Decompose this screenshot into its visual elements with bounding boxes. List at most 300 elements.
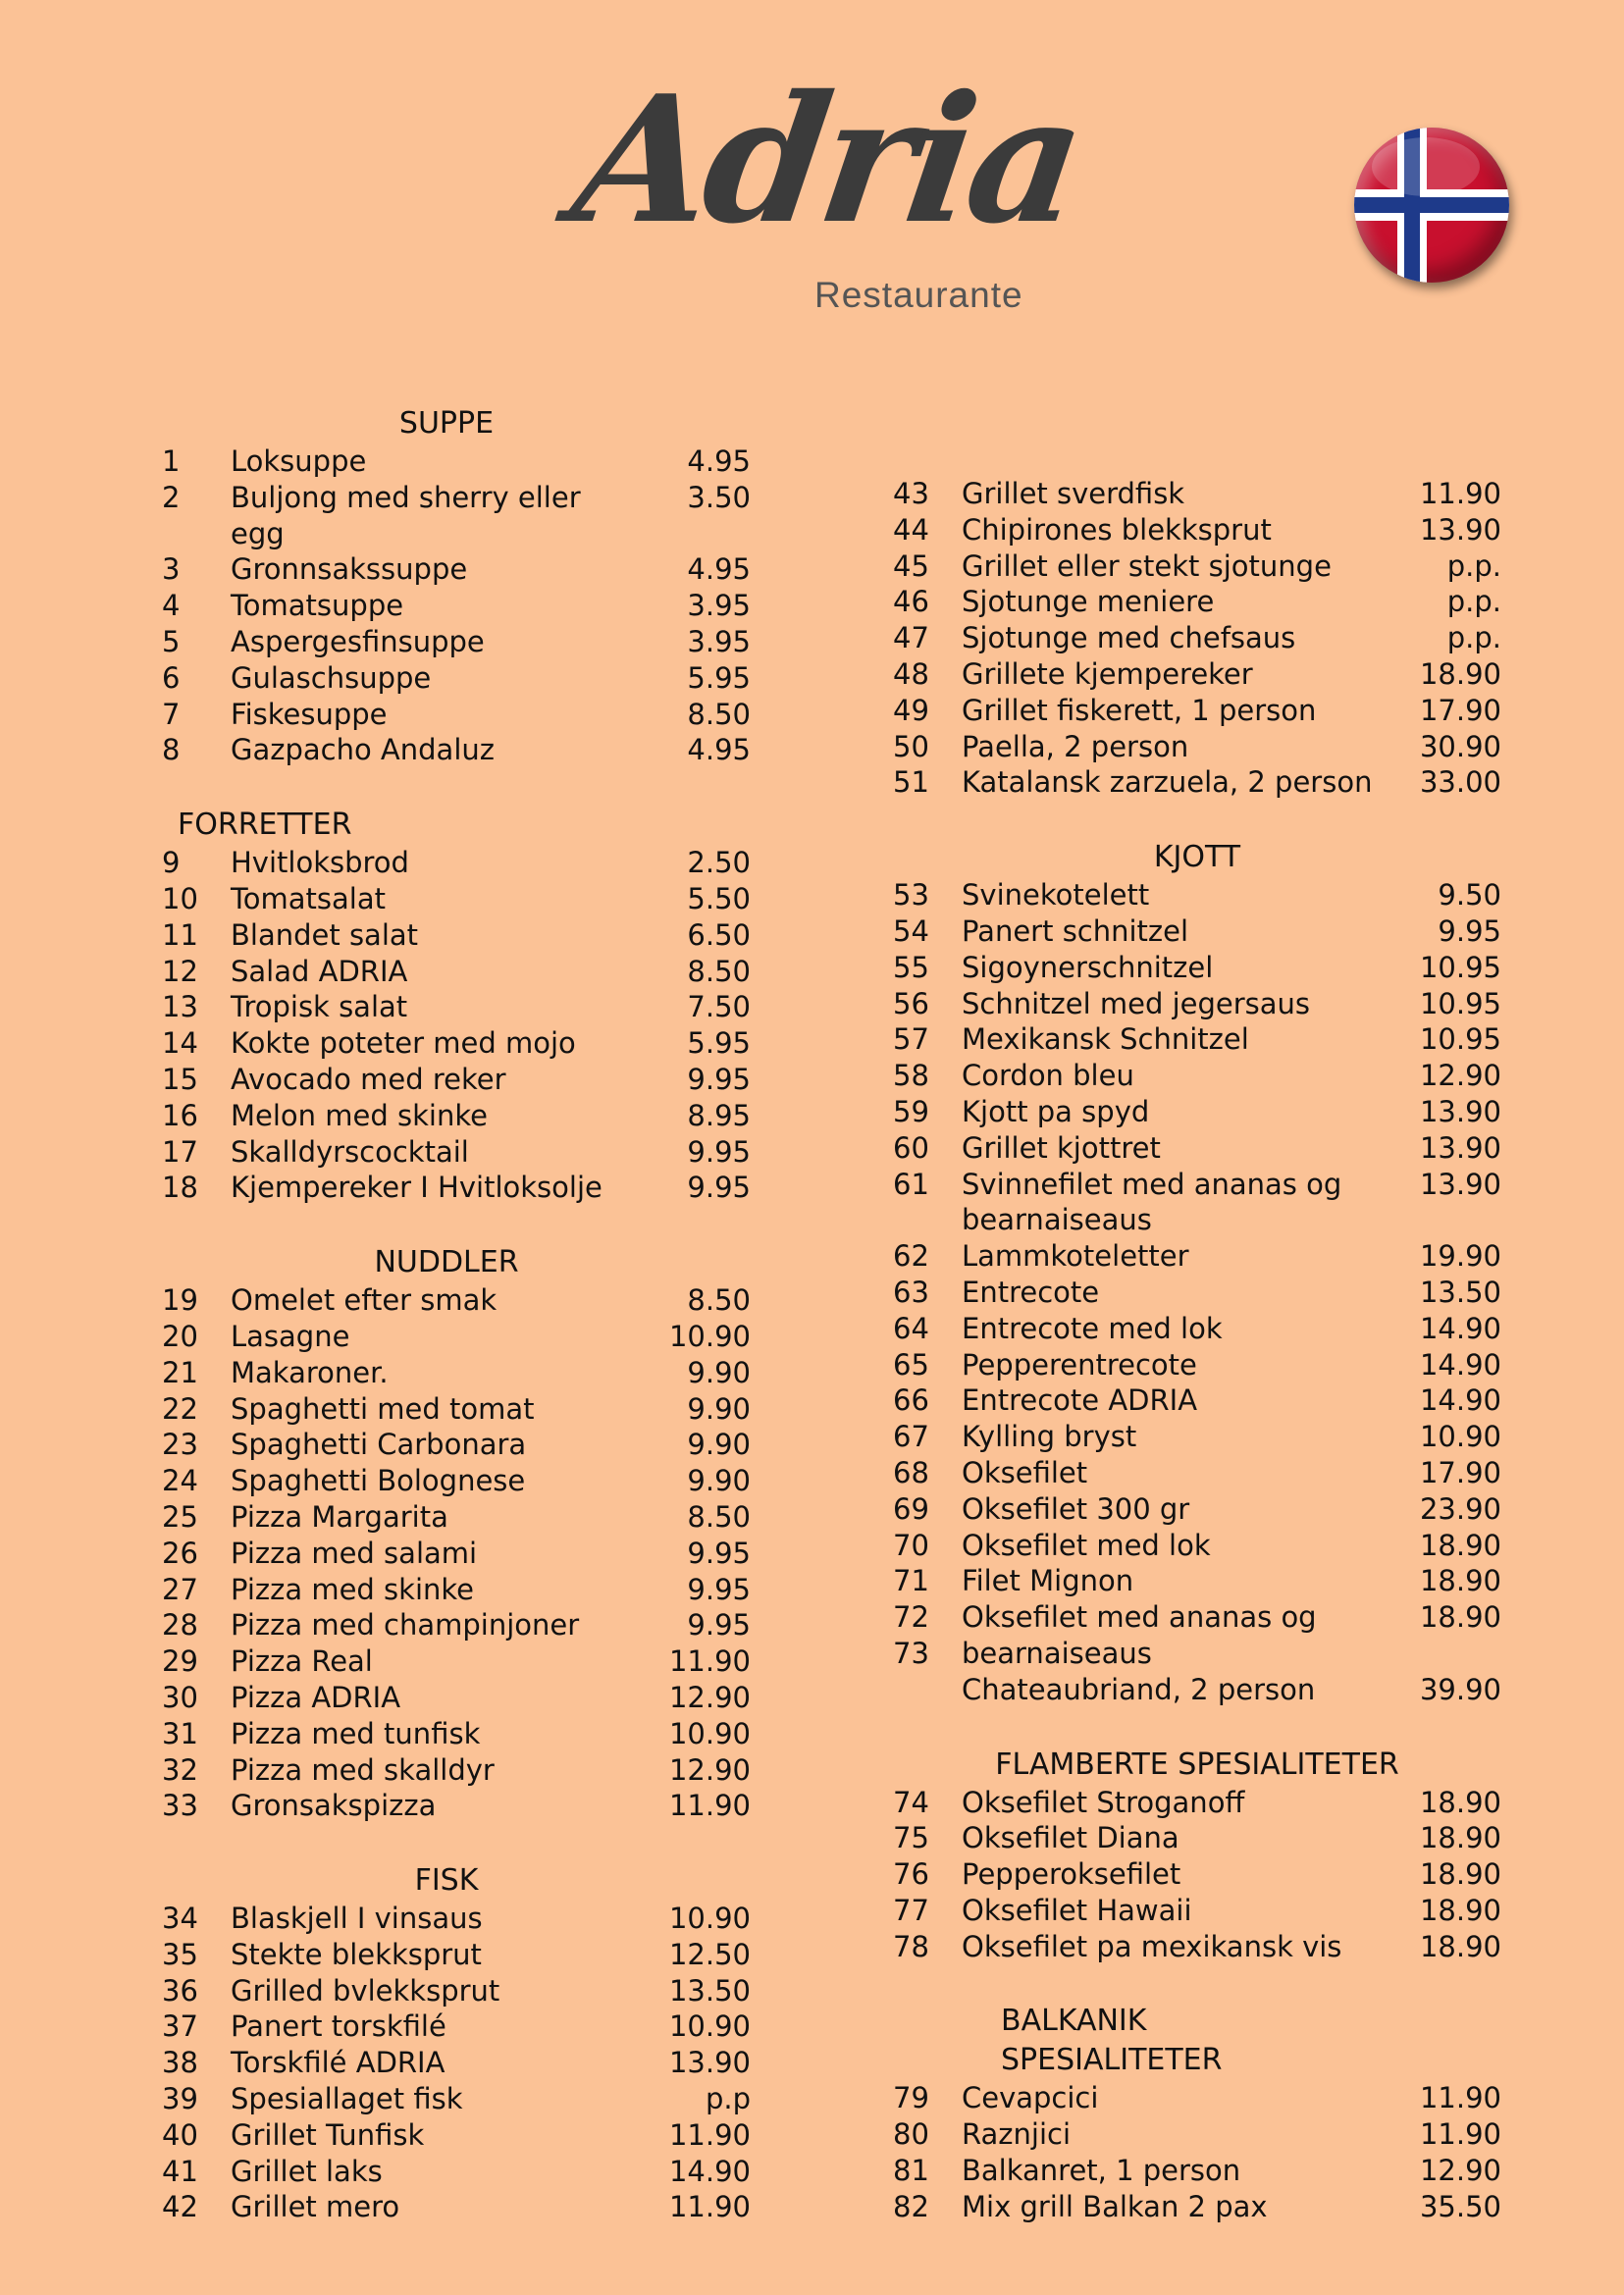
menu-section [162, 806, 751, 1206]
item-name: Paella, 2 person [962, 729, 1189, 763]
item-name: Grillet sverdfisk [962, 477, 1185, 510]
menu-item [893, 693, 1501, 729]
item-price: 9.95 [687, 1171, 751, 1205]
item-price: 13.90 [1419, 512, 1501, 547]
menu-item [162, 551, 751, 588]
item-number: 58 [893, 1059, 929, 1093]
item-number: 63 [893, 1275, 929, 1309]
item-number: 37 [162, 2009, 198, 2044]
item-number: 47 [893, 621, 929, 655]
item-price: 11.90 [1419, 477, 1501, 510]
menu-item [162, 989, 751, 1025]
item-name: Pizza med champinjoner [231, 1608, 580, 1643]
item-number: 45 [893, 548, 929, 583]
item-price: 10.90 [1419, 1420, 1501, 1454]
item-name: Spaghetti Bolognese [231, 1464, 526, 1498]
item-name: Panert torskfilé [231, 2009, 446, 2044]
item-name: Gulaschsuppe [231, 660, 432, 695]
item-price: p.p. [1446, 621, 1501, 655]
item-number: 5 [162, 624, 181, 658]
item-number: 55 [893, 950, 929, 984]
item-price: 12.90 [1419, 2154, 1501, 2188]
item-number: 25 [162, 1499, 198, 1534]
item-name: Sjotunge meniere [962, 585, 1215, 619]
section-title: SUPPE [398, 406, 495, 441]
menu-item [162, 881, 751, 917]
item-name: Gronnsakssuppe [231, 552, 468, 587]
menu-item [162, 2154, 751, 2190]
item-number: 24 [162, 1464, 198, 1498]
item-price: 10.95 [1419, 1022, 1501, 1057]
menu-item [893, 2080, 1501, 2116]
item-number: 54 [893, 913, 929, 948]
item-name: Grillet eller stekt sjotunge [962, 548, 1332, 583]
item-number: 68 [893, 1455, 929, 1489]
item-price: 14.90 [668, 2154, 751, 2188]
item-name: Entrecote med lok [962, 1311, 1223, 1345]
menu-item [893, 512, 1501, 548]
menu-item [893, 950, 1501, 986]
item-number: 33 [162, 1789, 198, 1823]
item-price: p.p. [1446, 548, 1501, 583]
menu-right-column [893, 476, 1501, 2263]
menu-item [893, 1856, 1501, 1893]
item-number: 26 [162, 1536, 198, 1570]
item-price: 13.50 [1419, 1275, 1501, 1309]
item-name: Gazpacho Andaluz [231, 733, 495, 767]
item-name: Entrecote [962, 1275, 1100, 1309]
item-name: Chipirones blekksprut [962, 512, 1272, 547]
section-title: FLAMBERTE SPESIALITETER [995, 1747, 1399, 1782]
menu-item [893, 1599, 1501, 1636]
item-number: 66 [893, 1383, 929, 1418]
item-number: 15 [162, 1062, 198, 1096]
item-price: 10.95 [1419, 950, 1501, 984]
item-number: 50 [893, 729, 929, 763]
menu-item [162, 1536, 751, 1572]
item-price: 14.90 [1419, 1347, 1501, 1382]
item-number: 43 [893, 477, 929, 510]
item-name: Kokte poteter med mojo [231, 1026, 576, 1061]
item-name: Loksuppe [231, 444, 367, 478]
item-price: 17.90 [1419, 1455, 1501, 1489]
item-name: Oksefilet med lok [962, 1528, 1211, 1562]
item-price: 18.90 [1419, 656, 1501, 691]
menu-item [893, 1672, 1501, 1708]
menu-item [162, 1643, 751, 1680]
menu-item [893, 1094, 1501, 1130]
item-number: 2 [162, 480, 181, 514]
menu-item [162, 732, 751, 768]
item-price: 9.95 [687, 1572, 751, 1606]
menu-item [162, 1463, 751, 1499]
item-number: 79 [893, 2081, 929, 2115]
menu-item [893, 548, 1501, 585]
norway-flag-icon [1354, 128, 1509, 283]
item-number: 21 [162, 1355, 198, 1389]
menu-item [162, 845, 751, 881]
menu-item [162, 1901, 751, 1937]
item-number: 82 [893, 2189, 929, 2223]
item-price: 11.90 [668, 2117, 751, 2152]
item-number: 41 [162, 2154, 198, 2188]
item-name: Salad ADRIA [231, 954, 408, 988]
item-name: Stekte blekksprut [231, 1937, 482, 1971]
item-name: Katalansk zarzuela, 2 person [962, 765, 1373, 800]
item-name: Svinnefilet med ananas og bearnaiseaus [962, 1167, 1342, 1237]
menu-item [162, 1427, 751, 1463]
item-number: 78 [893, 1929, 929, 1963]
menu-item [162, 697, 751, 733]
menu-item [893, 913, 1501, 950]
menu-item [893, 476, 1501, 512]
menu-item [893, 877, 1501, 913]
item-name: Grillet laks [231, 2154, 383, 2188]
item-name: Oksefilet med ananas og [962, 1600, 1317, 1635]
item-name: Spaghetti med tomat [231, 1391, 535, 1426]
item-price: 9.90 [687, 1355, 751, 1389]
item-name: Pizza med salami [231, 1536, 478, 1570]
menu-item [893, 2116, 1501, 2153]
item-name: Mix grill Balkan 2 pax [962, 2189, 1268, 2223]
item-name: Grillet kjottret [962, 1130, 1161, 1165]
menu-section [162, 1861, 751, 2225]
item-name: Lammkoteletter [962, 1239, 1189, 1274]
item-number: 77 [893, 1893, 929, 1927]
logo-subtitle: Restaurante [814, 275, 1023, 315]
item-price: 19.90 [1419, 1239, 1501, 1274]
item-number: 7 [162, 697, 181, 731]
item-name: Pepperentrecote [962, 1347, 1197, 1382]
item-name: Grillete kjempereker [962, 656, 1253, 691]
menu-item [162, 443, 751, 480]
menu-item [162, 1025, 751, 1062]
item-number: 20 [162, 1319, 198, 1353]
section-title: FISK [414, 1863, 479, 1899]
item-number: 40 [162, 2117, 198, 2152]
menu-section [893, 2002, 1501, 2224]
item-price: 9.95 [1438, 913, 1501, 948]
item-name: Grillet mero [231, 2190, 400, 2224]
item-price: 8.50 [687, 1283, 751, 1318]
item-price: 30.90 [1419, 729, 1501, 763]
item-number: 22 [162, 1391, 198, 1426]
item-price: 13.50 [668, 1973, 751, 2008]
menu-item [162, 1355, 751, 1391]
menu-item [893, 1275, 1501, 1311]
item-name: Fiskesuppe [231, 697, 388, 731]
item-number: 51 [893, 765, 929, 800]
item-name: Pizza ADRIA [231, 1680, 401, 1714]
item-number: 16 [162, 1098, 198, 1132]
menu-item [162, 1572, 751, 1608]
item-name: Kjott pa spyd [962, 1094, 1150, 1128]
item-number: 8 [162, 733, 181, 767]
item-number: 11 [162, 917, 198, 952]
menu-section [893, 1746, 1501, 1965]
menu-item [162, 1716, 751, 1752]
item-number: 56 [893, 986, 929, 1020]
item-price: 9.90 [687, 1391, 751, 1426]
item-price: 18.90 [1419, 1857, 1501, 1892]
item-number: 80 [893, 2117, 929, 2152]
item-price: 10.95 [1419, 986, 1501, 1020]
item-number: 32 [162, 1752, 198, 1787]
item-name: Grilled bvlekksprut [231, 1973, 500, 2008]
item-name: Oksefilet Hawaii [962, 1893, 1192, 1927]
item-number: 38 [162, 2046, 198, 2080]
item-number: 10 [162, 881, 198, 915]
item-name: Pizza med skinke [231, 1572, 475, 1606]
item-name: Gronsakspizza [231, 1789, 437, 1823]
item-price: 12.90 [668, 1752, 751, 1787]
item-price: 11.90 [668, 2190, 751, 2224]
item-price: 4.95 [687, 444, 751, 478]
menu-item [162, 1282, 751, 1319]
item-price: 18.90 [1419, 1528, 1501, 1562]
item-number: 28 [162, 1608, 198, 1643]
menu-item [893, 1820, 1501, 1856]
menu-item [893, 2189, 1501, 2225]
item-name: Kylling bryst [962, 1420, 1137, 1454]
menu-item [893, 656, 1501, 693]
logo-wordmark: Adria [562, 57, 1091, 262]
menu-item [162, 1134, 751, 1171]
item-number: 9 [162, 846, 181, 880]
item-number: 17 [162, 1134, 198, 1169]
item-number: 76 [893, 1857, 929, 1892]
menu-item [162, 954, 751, 990]
item-price: 18.90 [1419, 1929, 1501, 1963]
menu-item [162, 1170, 751, 1206]
item-name: Chateaubriand, 2 person [962, 1672, 1316, 1706]
item-price: 4.95 [687, 733, 751, 767]
menu-item [893, 584, 1501, 620]
menu-item [162, 2045, 751, 2081]
item-price: 13.90 [1419, 1130, 1501, 1165]
item-name: Schnitzel med jegersaus [962, 986, 1311, 1020]
item-name: Cordon bleu [962, 1059, 1134, 1093]
menu-item [893, 764, 1501, 801]
item-price: 3.95 [687, 624, 751, 658]
item-number: 48 [893, 656, 929, 691]
item-name: Cevapcici [962, 2081, 1099, 2115]
item-number: 3 [162, 552, 181, 587]
menu-item [162, 2008, 751, 2045]
menu-item [893, 1528, 1501, 1564]
menu-section [893, 838, 1501, 1707]
menu-item [893, 1785, 1501, 1821]
item-price: 12.90 [1419, 1059, 1501, 1093]
item-price: 9.90 [687, 1464, 751, 1498]
item-name: Blandet salat [231, 917, 419, 952]
section-title: BALKANIK SPESIALITETER [1001, 2004, 1223, 2078]
item-name: Kjempereker I Hvitloksolje [231, 1171, 602, 1205]
item-number: 19 [162, 1283, 198, 1318]
item-number: 42 [162, 2190, 198, 2224]
item-name: Tropisk salat [231, 990, 408, 1024]
menu-item [162, 1319, 751, 1355]
item-price: 2.50 [687, 846, 751, 880]
menu-item [893, 729, 1501, 765]
item-price: 18.90 [1419, 1893, 1501, 1927]
item-number: 23 [162, 1428, 198, 1462]
menu-item [893, 1419, 1501, 1455]
item-price: 12.90 [668, 1680, 751, 1714]
item-name: Oksefilet Stroganoff [962, 1785, 1245, 1819]
item-number: 1 [162, 444, 181, 478]
item-number: 36 [162, 1973, 198, 2008]
item-name: Pizza med skalldyr [231, 1752, 495, 1787]
item-price: 17.90 [1419, 693, 1501, 727]
section-title: FORRETTER [178, 808, 352, 843]
item-number: 72 [893, 1600, 929, 1635]
item-name: Oksefilet pa mexikansk vis [962, 1929, 1342, 1963]
item-number: 35 [162, 1937, 198, 1971]
item-name: Torskfilé ADRIA [231, 2046, 445, 2080]
item-number: 74 [893, 1785, 929, 1819]
item-number: 27 [162, 1572, 198, 1606]
item-name: bearnaiseaus [962, 1636, 1152, 1670]
menu-section [162, 1243, 751, 1824]
item-price: 8.95 [687, 1098, 751, 1132]
item-price: 35.50 [1419, 2189, 1501, 2223]
menu-item [162, 1680, 751, 1716]
item-number: 67 [893, 1420, 929, 1454]
item-price: 11.90 [668, 1789, 751, 1823]
item-price: 8.50 [687, 1499, 751, 1534]
menu-item [893, 1347, 1501, 1383]
item-price: 3.95 [687, 589, 751, 623]
item-number: 53 [893, 878, 929, 913]
menu-item [893, 1636, 1501, 1672]
item-name: Pepperoksefilet [962, 1857, 1181, 1892]
menu-item [162, 1937, 751, 1973]
item-number: 6 [162, 660, 181, 695]
item-name: Oksefilet [962, 1455, 1088, 1489]
item-number: 46 [893, 585, 929, 619]
menu-item [893, 1382, 1501, 1419]
item-name: Aspergesfinsuppe [231, 624, 485, 658]
menu-item [162, 2081, 751, 2117]
item-number: 4 [162, 589, 181, 623]
item-name: Makaroner. [231, 1355, 389, 1389]
item-number: 64 [893, 1311, 929, 1345]
menu-item [893, 1563, 1501, 1599]
item-number: 62 [893, 1239, 929, 1274]
menu-item [893, 620, 1501, 656]
item-name: Pizza med tunfisk [231, 1716, 481, 1750]
menu-item [162, 1499, 751, 1536]
menu-item [893, 1130, 1501, 1167]
menu-item [162, 1788, 751, 1824]
item-name: Sigoynerschnitzel [962, 950, 1214, 984]
menu-item [162, 588, 751, 624]
item-price: 12.50 [668, 1937, 751, 1971]
menu-item [893, 1893, 1501, 1929]
item-number: 30 [162, 1680, 198, 1714]
menu-item [893, 1929, 1501, 1965]
item-number: 44 [893, 512, 929, 547]
item-name: Skalldyrscocktail [231, 1134, 469, 1169]
item-price: 5.95 [687, 660, 751, 695]
item-number: 75 [893, 1821, 929, 1855]
menu-item [162, 2117, 751, 2154]
item-number: 61 [893, 1167, 929, 1201]
item-price: 39.90 [1419, 1672, 1501, 1706]
item-name: Tomatsuppe [231, 589, 404, 623]
item-price: 18.90 [1419, 1785, 1501, 1819]
item-price: 9.95 [687, 1608, 751, 1643]
item-number: 81 [893, 2154, 929, 2188]
menu-item [162, 1391, 751, 1428]
menu-item [162, 480, 751, 552]
item-name: Omelet efter smak [231, 1283, 498, 1318]
item-price: 6.50 [687, 917, 751, 952]
menu-item [893, 1455, 1501, 1491]
item-number: 59 [893, 1094, 929, 1128]
item-price: 18.90 [1419, 1821, 1501, 1855]
menu-item [893, 1491, 1501, 1528]
menu-item [893, 1058, 1501, 1094]
item-number: 65 [893, 1347, 929, 1382]
item-price: 9.95 [687, 1536, 751, 1570]
item-name: Hvitloksbrod [231, 846, 409, 880]
menu-item [893, 1311, 1501, 1347]
item-price: 5.95 [687, 1026, 751, 1061]
menu-item [893, 1021, 1501, 1058]
item-price: 13.90 [1419, 1094, 1501, 1128]
item-price: p.p. [1446, 585, 1501, 619]
item-name: Pizza Real [231, 1644, 373, 1679]
item-number: 34 [162, 1902, 198, 1936]
menu-item [893, 986, 1501, 1022]
item-price: 8.50 [687, 954, 751, 988]
item-price: 13.90 [1419, 1167, 1501, 1201]
item-name: Grillet Tunfisk [231, 2117, 425, 2152]
menu-item [893, 1238, 1501, 1275]
item-number: 14 [162, 1026, 198, 1061]
menu-item [162, 1973, 751, 2009]
item-price: 10.90 [668, 1319, 751, 1353]
section-title: KJOTT [1153, 840, 1241, 875]
item-name: Oksefilet Diana [962, 1821, 1179, 1855]
menu-item [893, 2153, 1501, 2189]
menu-item [162, 1062, 751, 1098]
item-number: 71 [893, 1564, 929, 1598]
item-name: Lasagne [231, 1319, 350, 1353]
item-price: 9.95 [687, 1134, 751, 1169]
item-number: 39 [162, 2082, 198, 2116]
item-name: Melon med skinke [231, 1098, 488, 1132]
item-price: 9.90 [687, 1428, 751, 1462]
item-name: Buljong med sherry eller egg [231, 480, 581, 550]
menu-item [162, 1098, 751, 1134]
item-name: Tomatsalat [231, 881, 386, 915]
menu-left-column [162, 404, 751, 2263]
item-name: Pizza Margarita [231, 1499, 448, 1534]
item-price: p.p [705, 2082, 751, 2116]
menu-item [162, 1752, 751, 1789]
item-price: 11.90 [1419, 2117, 1501, 2152]
item-number: 60 [893, 1130, 929, 1165]
item-name: Sjotunge med chefsaus [962, 621, 1296, 655]
item-price: 10.90 [668, 1902, 751, 1936]
item-number: 29 [162, 1644, 198, 1679]
item-price: 11.90 [668, 1644, 751, 1679]
item-name: Filet Mignon [962, 1564, 1134, 1598]
menu-item [162, 660, 751, 697]
